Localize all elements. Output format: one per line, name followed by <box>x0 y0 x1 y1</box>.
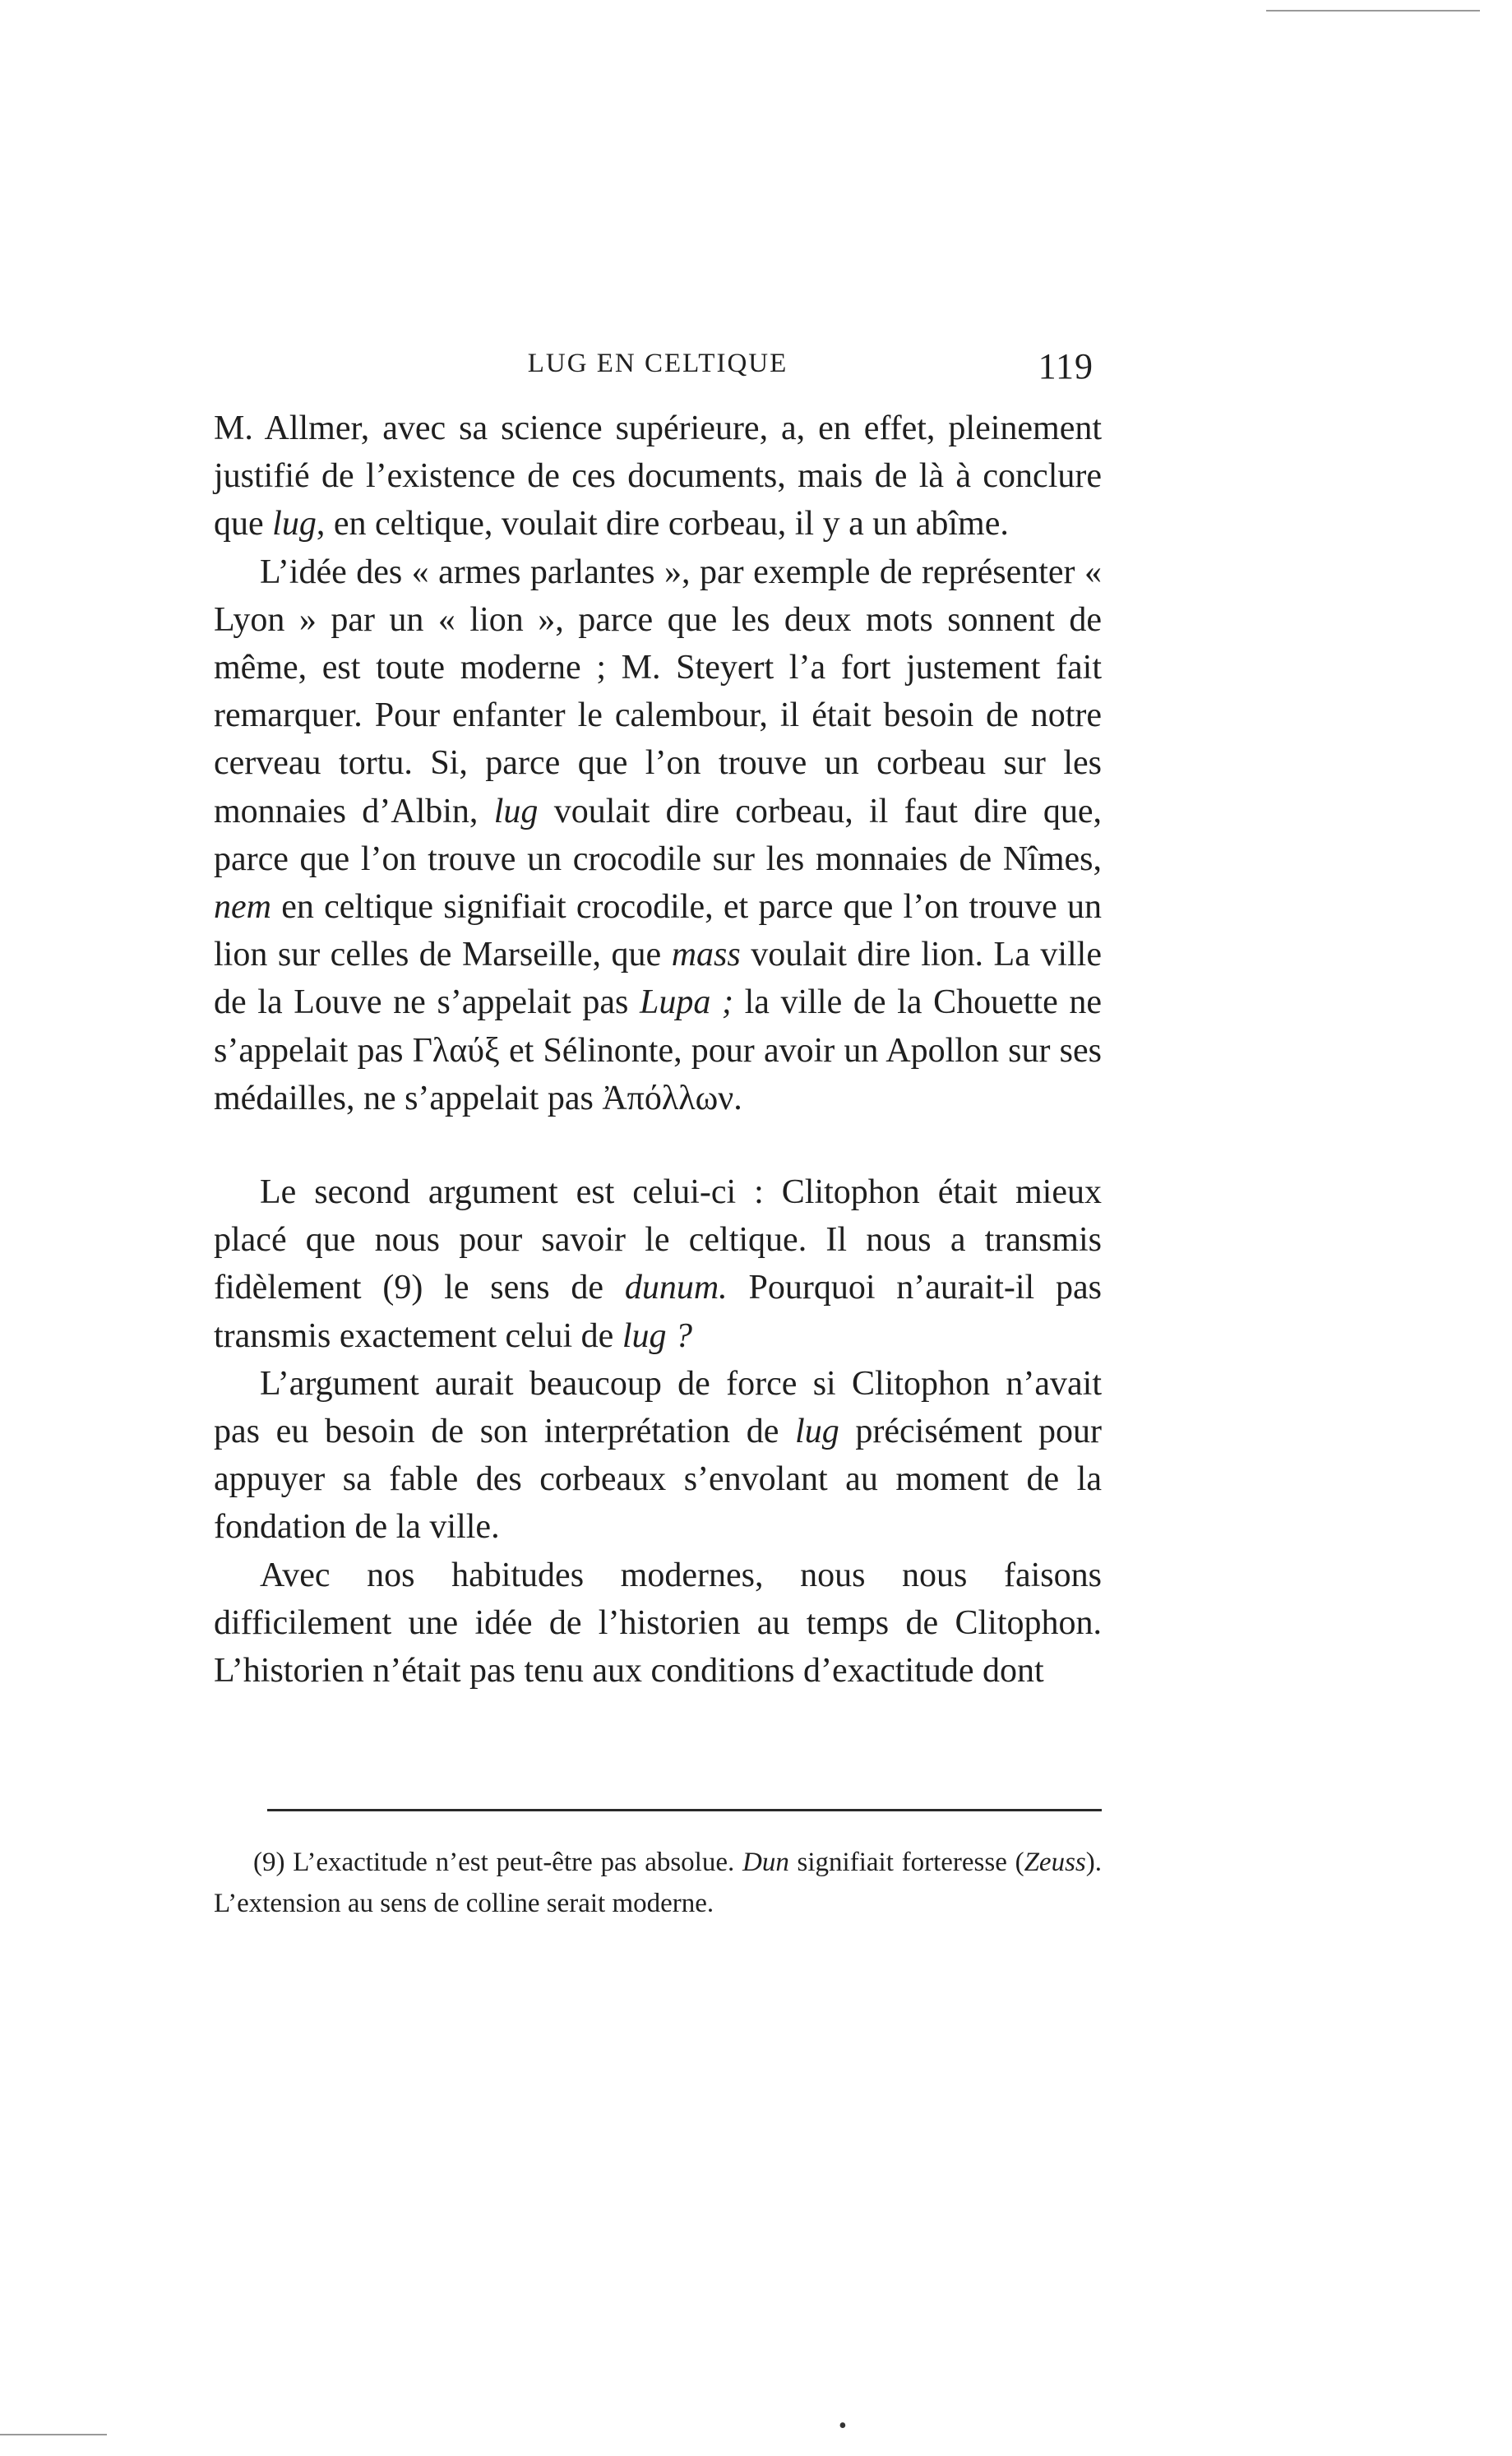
paragraph-2: L’idée des « armes parlantes », par exemple de représenter « Lyon » par un « lion », parce que les deux mots sonnent de même, est toute moderne ; M. Steyert l’a fort justement fait remarquer. Pour enfanter le calembour, il était besoin de notre cerveau tortu. Si, parce que l’on trouve un corbeau sur les monnaies d’Albin, lug voulait dire corbeau, il faut dire que, parce que l’on trouve un crocodile sur les monnaies de Nîmes, nem en celtique signifiait crocodile, et parce que l’on trouve un lion sur celles de Marseille, que mass voulait dire lion. La ville de la Louve ne s’appelait pas Lupa ; la ville de la Chouette ne s’appelait pas Γλαύξ et Sélinonte, pour avoir un Apollon sur ses médailles, ne s’appelait pas Ἀπόλλων. <box>214 553 1103 1117</box>
paragraph-1: M. Allmer, avec sa science supérieure, a, en effet, pleinement justifié de l’existence de ces documents, mais de là à conclure que lug, en celtique, voulait dire corbeau, il y a un abîme. <box>214 409 1102 543</box>
running-header <box>214 345 1102 386</box>
running-title: LUG EN CELTIQUE <box>527 349 788 378</box>
footnote-divider <box>267 1809 1102 1811</box>
footnote-9: (9) L’exactitude n’est peut-être pas absolue. Dun signifiait forteresse (Zeuss). L’extension au sens de colline serait moderne. <box>214 1848 1103 1918</box>
signature-mark: • <box>839 2413 847 2439</box>
footnote <box>214 1842 1102 1924</box>
main-text <box>214 405 1102 1695</box>
paragraph-4: L’argument aurait beaucoup de force si Clitophon n’avait pas eu besoin de son interprétation de lug précisément pour appuyer sa fable des corbeaux s’envolant au moment de la fondation de la ville. <box>214 1364 1103 1547</box>
paragraph-3: Le second argument est celui-ci : Clitophon était mieux placé que nous pour savoir le celtique. Il nous a transmis fidèlement (9) le sens de dunum. Pourquoi n’aurait-il pas transmis exactement celui de lug ? <box>214 1173 1103 1355</box>
page-number: 119 <box>1038 346 1094 386</box>
scan-edge-line <box>0 2434 107 2435</box>
scan-edge-line <box>1266 10 1480 12</box>
paragraph-5: Avec nos habitudes modernes, nous nous faisons difficilement une idée de l’historien au temps de Clitophon. L’historien n’était pas tenu aux conditions d’exactitude dont <box>214 1556 1102 1691</box>
